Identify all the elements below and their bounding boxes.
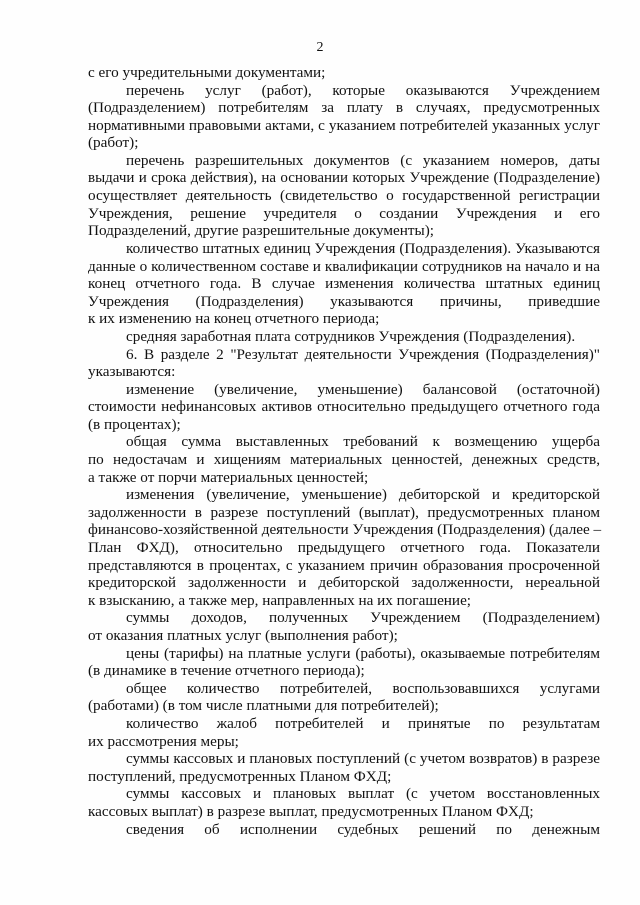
text-line: суммы кассовых и плановых поступлений (с учетом возвратов) в разрезе	[126, 750, 600, 768]
text-line: с его учредительными документами;	[88, 64, 326, 81]
text-line: их рассмотрения меры;	[88, 732, 239, 750]
text-line: цены (тарифы) на платные услуги (работы), оказываемые потребителям	[126, 644, 600, 662]
text-line: средняя заработная плата сотрудников Учреждения (Подразделения).	[126, 327, 576, 345]
text-line: План ФХД), относительно предыдущего отчетного года. Показатели	[88, 539, 600, 557]
text-line: количество жалоб потребителей и принятые по результатам	[126, 714, 600, 732]
text-line: (в процентах);	[88, 415, 181, 433]
text-line: (в динамике в течение отчетного периода);	[88, 662, 365, 680]
text-line: изменения (увеличение, уменьшение) дебиторской и кредиторской	[126, 486, 600, 504]
text-line: Учреждения (Подразделения) указываются причины, приведшие	[88, 292, 600, 310]
page-number: 2	[316, 40, 324, 55]
text-line: общая сумма выставленных требований к возмещению ущерба	[126, 433, 600, 451]
text-line: к взысканию, а также мер, направленных на их погашение;	[88, 591, 472, 609]
text-line: нормативными правовыми актами, с указанием потребителей указанных услуг	[88, 116, 600, 134]
text-line: выдачи и срока действия), на основании которых Учреждение (Подразделение)	[88, 169, 600, 186]
text-line: кассовых выплат) в разрезе выплат, предусмотренных Планом ФХД;	[88, 802, 534, 820]
text-line: конец отчетного года. В случае изменения количества штатных единиц	[88, 275, 600, 293]
text-line: указываются:	[88, 363, 176, 381]
text-line: (работ);	[88, 134, 139, 152]
text-line: осуществляет деятельность (свидетельство о государственной регистрации	[88, 187, 600, 205]
text-line: Учреждения, решение учредителя о создании Учреждения и его	[88, 204, 600, 222]
text-line: сведения об исполнении судебных решений по денежным	[126, 820, 600, 838]
text-line: суммы доходов, полученных Учреждением (Подразделением)	[126, 609, 600, 627]
text-line: (Подразделением) потребителям за плату в случаях, предусмотренных	[88, 99, 600, 117]
text-line: поступлений, предусмотренных Планом ФХД;	[88, 767, 392, 785]
text-line: данные о количественном составе и квалификации сотрудников на начало и на	[88, 257, 600, 275]
text-line: задолженности в разрезе поступлений (выплат), предусмотренных планом	[88, 503, 600, 521]
text-line: представляются в процентах, с указанием причин образования просроченной	[88, 556, 600, 574]
text-line: общее количество потребителей, воспользовавшихся услугами	[126, 679, 600, 697]
text-line: кредиторской задолженности и дебиторской задолженности, нереальной	[88, 574, 600, 592]
text-line: изменение (увеличение, уменьшение) балансовой (остаточной)	[126, 380, 600, 398]
text-line: по недостачам и хищениям материальных ценностей, денежных средств,	[88, 451, 600, 469]
body-text	[88, 64, 600, 838]
text-line: к их изменению на конец отчетного периода;	[88, 310, 380, 328]
text-line: суммы кассовых и плановых выплат (с учетом восстановленных	[126, 785, 600, 803]
text-line: Подразделений, другие разрешительные документы);	[88, 222, 435, 240]
text-line: перечень разрешительных документов (с указанием номеров, даты	[126, 151, 600, 169]
text-line: от оказания платных услуг (выполнения работ);	[88, 627, 398, 644]
text-line: а также от порчи материальных ценностей;	[88, 468, 369, 486]
text-line: 6. В разделе 2 "Результат деятельности Учреждения (Подразделения)"	[126, 345, 600, 363]
text-line: стоимости нефинансовых активов относительно предыдущего отчетного года	[88, 398, 600, 416]
text-line: количество штатных единиц Учреждения (Подразделения). Указываются	[126, 239, 600, 257]
text-line: перечень услуг (работ), которые оказываются Учреждением	[126, 81, 600, 99]
text-line: финансово-хозяйственной деятельности Учреждения (Подразделения) (далее –	[88, 521, 602, 539]
text-line: (работами) (в том числе платными для потребителей);	[88, 697, 439, 715]
